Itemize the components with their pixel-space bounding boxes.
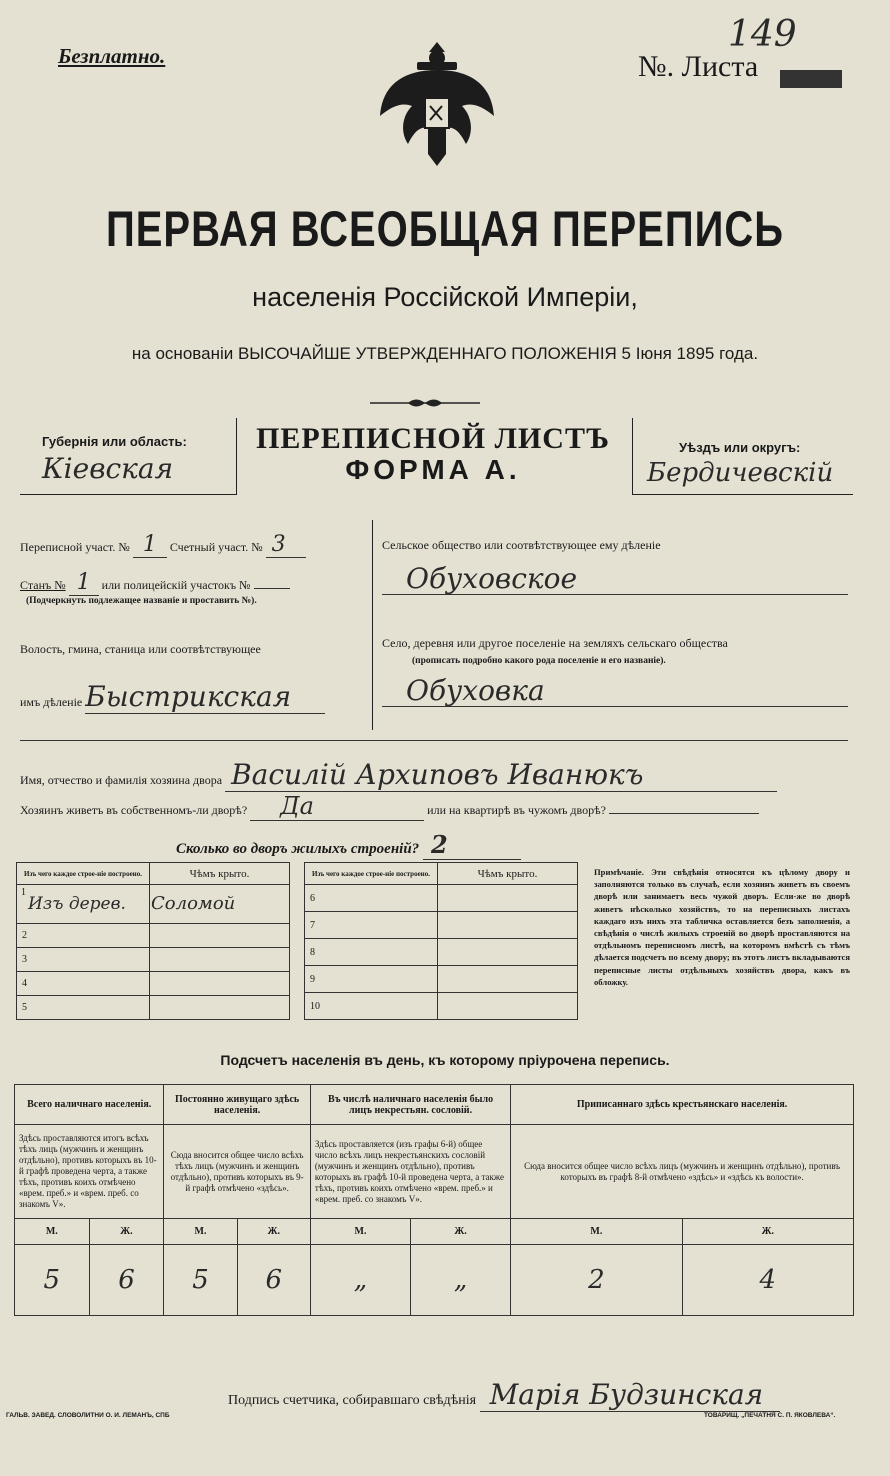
col-roof-header: Чѣмъ крыто.	[150, 863, 290, 885]
district-label: Уѣздъ или округъ:	[679, 440, 801, 455]
table-row	[17, 923, 290, 947]
society-line	[382, 594, 848, 595]
village-line	[382, 706, 848, 707]
underline-note: (Подчеркнуть подлежащее названіе и проставить №).	[26, 596, 257, 606]
total-present-female: 6	[89, 1245, 164, 1316]
non-peasant-male: „	[310, 1245, 410, 1316]
row-number: 7	[310, 920, 315, 931]
summary-col-title: Постоянно живущаго здѣсь населенія.	[164, 1085, 311, 1125]
row-number: 3	[22, 954, 27, 966]
male-header: М.	[310, 1219, 410, 1245]
female-header: Ж.	[89, 1219, 164, 1245]
row-number: 1	[21, 887, 26, 898]
volost-value: Быстрикская	[85, 680, 325, 714]
volost-label2: имъ дѣленіе	[20, 695, 83, 709]
sheet-number-label: №. Листа	[638, 50, 759, 83]
ornament-divider	[370, 396, 480, 410]
summary-col-title: Приписаннаго здѣсь крестьянскаго населенія.	[511, 1085, 854, 1125]
form-subtitle: ФОРМА А.	[345, 454, 521, 485]
row-roof: Соломой	[150, 885, 290, 924]
own-house-row	[20, 792, 759, 821]
col-material-header: Изъ чего каждое строе-ніе построено.	[305, 863, 438, 885]
row-number: 4	[22, 978, 27, 990]
count-section-label: Счетный участ. №	[169, 540, 263, 554]
column-divider	[372, 520, 373, 730]
footer-left: ГАЛЬВ. ЗАВЕД. СЛОВОЛИТНИ О. И. ЛЕМАНЪ, СПБ	[6, 1412, 170, 1419]
census-title: ПЕРВАЯ ВСЕОБЩАЯ ПЕРЕПИСЬ	[106, 202, 784, 258]
registered-peasant-male: 2	[511, 1245, 682, 1316]
owner-value: Василій Архиповъ Иванюкъ	[225, 758, 777, 792]
note-text: Примѣчаніе. Эти свѣдѣнія относятся къ цѣлому двору и заполняются только въ случаѣ, если хозяинъ живетъ въ своемъ дворѣ или занимаетъ весь чужой дворъ. Если-же во дворѣ живетъ нѣсколько хозяйствъ, то на переписныхъ листахъ каждаго изъ нихъ эта табличка оставляется безъ заполненія, а свѣдѣнія о числѣ жилыхъ строеній во дворѣ проставляются на отдѣльномъ переписномъ листѣ, на которомъ вмѣстѣ съ тѣмъ дѣлается подсчетъ по всему двору; въ этотъ листъ вкладываются переписные листы отдѣльныхъ хозяйствъ двора, какъ въ обложку.	[594, 867, 850, 987]
table-row	[17, 885, 290, 924]
legal-basis: на основаніи ВЫСОЧАЙШЕ УТВЕРЖДЕННАГО ПОЛОЖЕНІЯ 5 Іюня 1895 года.	[131, 344, 759, 363]
census-section-value: 1	[133, 532, 167, 558]
row-number: 8	[310, 947, 315, 958]
table-row	[305, 993, 578, 1020]
census-section-row	[20, 532, 306, 557]
buildings-label: Сколько во дворъ жилыхъ строеній?	[176, 841, 420, 857]
volost-label: Волость, гмина, станица или соотвѣтствующее	[20, 642, 261, 656]
census-subtitle: населенія Россійской Имперіи,	[252, 282, 638, 312]
stan-row	[20, 570, 290, 595]
volost-row	[20, 680, 325, 714]
female-header: Ж.	[411, 1219, 511, 1245]
district-value: Бердичевскій	[647, 458, 834, 488]
stan-value: 1	[69, 570, 99, 596]
own-house-value: Да	[250, 792, 424, 821]
female-header: Ж.	[237, 1219, 310, 1245]
signature-row	[228, 1378, 780, 1412]
buildings-row	[176, 830, 521, 860]
count-section-value: 3	[266, 532, 306, 558]
village-value: Обуховка	[406, 674, 545, 707]
col-roof-header: Чѣмъ крыто.	[438, 863, 578, 885]
stan-label: Станъ №	[20, 578, 66, 592]
province-label: Губернія или область:	[42, 434, 187, 449]
permanent-male: 5	[164, 1245, 237, 1316]
total-present-male: 5	[15, 1245, 90, 1316]
province-value: Кіевская	[42, 452, 174, 485]
summary-table	[14, 1084, 854, 1316]
village-label: Село, деревня или другое поселеніе на земляхъ сельскаго общества	[382, 636, 728, 650]
rent-label: или на квартирѣ въ чужомъ дворѣ?	[427, 803, 606, 817]
table-row	[17, 971, 290, 995]
society-value: Обуховское	[406, 562, 578, 595]
society-label: Сельское общество или соотвѣтствующее ему дѣленіе	[382, 538, 661, 552]
row-material: Изъ дерев.	[28, 893, 126, 914]
village-note: (прописать подробно какого рода поселеніе и его названіе).	[412, 656, 666, 666]
summary-col-desc: Сюда вносится общее число всѣхъ тѣхъ лицъ (мужчинъ и женщинъ отдѣльно), противъ которыхъ въ 9-й графѣ отмѣчено «здѣсь».	[164, 1125, 311, 1219]
imperial-eagle-emblem	[372, 36, 502, 176]
male-header: М.	[15, 1219, 90, 1245]
buildings-table-right	[304, 862, 578, 1020]
free-label: Безплатно.	[58, 44, 166, 68]
summary-col-title: Въ числѣ наличнаго населенія было лицъ некрестьян. сословій.	[310, 1085, 510, 1125]
table-row	[305, 966, 578, 993]
section-divider	[20, 740, 848, 741]
sheet-number	[638, 14, 797, 84]
female-header: Ж.	[682, 1219, 853, 1245]
sheet-number-value: 149	[728, 14, 797, 55]
col-material-header: Изъ чего каждое строе-ніе построено.	[17, 863, 150, 885]
summary-col-desc: Здѣсь проставляются итогъ всѣхъ тѣхъ лицъ (мужчинъ и женщинъ отдѣльно), противъ которыхъ въ 10-й графѣ проведена черта, а также тѣхъ, противъ коихъ отмѣчено «врем. преб.» и «врем. преб. со знакомъ V».	[15, 1125, 164, 1219]
table-row	[305, 885, 578, 912]
buildings-value: 2	[423, 830, 521, 860]
summary-heading: Подсчетъ населенія въ день, къ которому пріурочена перепись.	[220, 1052, 670, 1068]
non-peasant-female: „	[411, 1245, 511, 1316]
form-title: ПЕРЕПИСНОЙ ЛИСТЪ	[256, 422, 610, 455]
male-header: М.	[511, 1219, 682, 1245]
owner-row	[20, 758, 777, 792]
own-house-label: Хозяинъ живетъ въ собственномъ-ли дворѣ?	[20, 803, 248, 817]
table-row	[305, 939, 578, 966]
owner-label: Имя, отчество и фамилія хозяина двора	[20, 773, 223, 787]
registered-peasant-female: 4	[682, 1245, 853, 1316]
census-section-label: Переписной участ. №	[20, 540, 130, 554]
summary-col-desc: Здѣсь проставляется (изъ графы 6-й) общее число всѣхъ лицъ некрестьянскихъ сословій (мужчинъ и женщинъ отдѣльно), противъ которыхъ въ графѣ 10-й проведена черта, а также тѣхъ, противъ коихъ отмѣчено «врем. преб.» и «врем. преб. со знакомъ V».	[310, 1125, 510, 1219]
table-row	[305, 912, 578, 939]
footer-right: ТОВАРИЩ. „ПЕЧАТНЯ С. П. ЯКОВЛЕВА“.	[704, 1412, 836, 1419]
row-number: 2	[22, 930, 27, 942]
police-label: или полицейскій участокъ №	[101, 578, 251, 592]
row-number: 6	[310, 893, 315, 904]
table-row	[17, 947, 290, 971]
table-row	[17, 995, 290, 1019]
signature-label: Подпись счетчика, собиравшаго свѣдѣнія	[228, 1393, 477, 1408]
row-number: 5	[22, 1002, 27, 1014]
redaction-bar	[780, 70, 842, 88]
male-header: М.	[164, 1219, 237, 1245]
summary-col-title: Всего наличнаго населенія.	[15, 1085, 164, 1125]
form-title-block	[238, 422, 628, 486]
permanent-female: 6	[237, 1245, 310, 1316]
row-number: 9	[310, 974, 315, 985]
province-box	[20, 418, 237, 495]
summary-col-desc: Сюда вносится общее число всѣхъ лицъ (мужчинъ и женщинъ отдѣльно), противъ которыхъ въ графѣ 8-й отмѣчено «здѣсь» и «здѣсь къ волости».	[511, 1125, 854, 1219]
row-number: 10	[310, 1001, 320, 1012]
signature-value: Марія Будзинская	[480, 1378, 780, 1412]
buildings-table-left	[16, 862, 290, 1020]
district-box	[632, 418, 853, 495]
